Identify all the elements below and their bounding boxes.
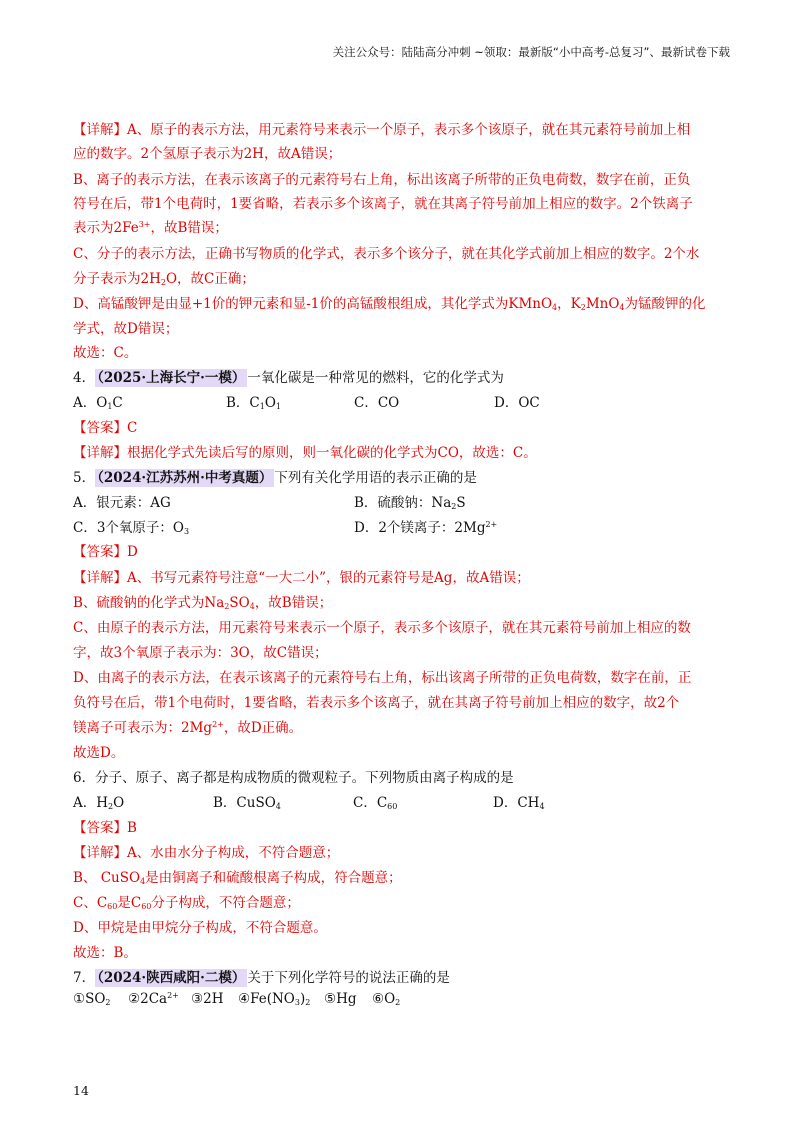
q7-symbol-6: $⑥O_2$ <box>372 991 401 1007</box>
q6-explain-line-2: B、 CuSO$_4$是由铜离子和硫酸根离子构成，符合题意； <box>73 870 402 886</box>
q5-options-row-1 <box>73 491 733 511</box>
q7-source-tag: （2024·陕西咸阳·二模） <box>97 970 246 986</box>
q7-symbols <box>73 991 733 1011</box>
q3-explain-line-8: D、高锰酸钾是由显+1价的钾元素和显-1价的高锰酸根组成，其化学式为KMnO$_4$，$K_2MnO_4$为锰酸钾的化 <box>73 296 706 312</box>
q4-answer: 【答案】C <box>73 420 138 436</box>
q6-explain-line-1: 【详解】A、水由水分子构成，不符合题意； <box>73 845 340 861</box>
q6-explain-line-3: C、$C_{60}$是$C_{60}$分子构成，不符合题意； <box>73 895 300 911</box>
q5-option-d: D．2个镁离子：$2Mg^{2+}$ <box>354 520 498 536</box>
q5-explain-line-4: 字，故3个氧原子表示为：3O，故C错误； <box>73 645 328 661</box>
q5-explain-line-7: 镁离子可表示为：$2Mg^{2+}$，故D正确。 <box>73 720 303 736</box>
q6-explain-line-5: 故选：B。 <box>73 945 137 961</box>
q6-option-b: B．CuSO$_4$ <box>213 795 281 811</box>
q7-symbol-3: ③2H <box>191 991 224 1007</box>
q4-option-d: D．OC <box>494 395 540 411</box>
q5-explain-line-5: D、由离子的表示方法，在表示该离子的元素符号右上角，标出该离子所带的正负电荷数，数字在前，正 <box>73 670 692 686</box>
q6-options <box>73 791 733 811</box>
q3-explain-line-4: 符号在后，带1个电荷时，1要省略，若表示多个该离子，就在其离子符号前加上相应的数字。2个铁离子 <box>73 196 693 212</box>
q3-explain-line-7: 分子表示为$2H_2O$，故C正确； <box>73 271 255 287</box>
q5-option-a: A．银元素：AG <box>73 495 171 511</box>
q4-option-a: A．$O_1C$ <box>73 395 123 411</box>
q3-explain-line-1: 【详解】A、原子的表示方法，用元素符号来表示一个原子，表示多个该原子，就在其元素符号前加上相 <box>73 122 691 138</box>
q4-options <box>73 391 733 411</box>
q4-option-c: C．CO <box>354 395 400 411</box>
q6-option-d: D．$CH_4$ <box>493 795 545 811</box>
q6-explain-line-4: D、甲烷是由甲烷分子构成，不符合题意。 <box>73 920 327 936</box>
q5-answer: 【答案】D <box>73 544 138 560</box>
q7-symbol-5: ⑤Hg <box>324 991 357 1007</box>
q3-explain-line-3: B、离子的表示方法，在表示该离子的元素符号右上角，标出该离子所带的正负电荷数，数字在前，正负 <box>73 172 691 188</box>
q5-explain-line-8: 故选D。 <box>73 745 125 761</box>
q7-symbol-4: $④Fe(NO_3)_2$ <box>238 991 311 1007</box>
q3-explain-line-9: 学式，故D错误； <box>73 321 179 337</box>
q5-stem: 5． （2024·江苏苏州·中考真题） 下列有关化学用语的表示正确的是 <box>73 470 477 486</box>
q5-source-tag: （2024·江苏苏州·中考真题） <box>97 470 273 486</box>
q4-stem: 4． （2025·上海长宁·一模） 一氧化碳是一种常见的燃料，它的化学式为 <box>73 370 504 386</box>
q6-answer: 【答案】B <box>73 820 137 836</box>
page-number: 14 <box>73 1083 89 1098</box>
q7-symbol-1: $①SO_2$ <box>73 991 111 1007</box>
page-header: 关注公众号：陆陆高分冲刺 ~领取：最新版“小中高考-总复习”、最新试卷下载 <box>332 45 730 59</box>
q3-explain-line-5: 表示为$2Fe^{3+}$，故B错误； <box>73 220 228 236</box>
q5-explain-line-6: 负符号在后，带1个电荷时，1要省略，若表示多个该离子，就在其离子符号前加上相应的数字，故2个 <box>73 695 680 711</box>
q5-options-row-2 <box>73 516 733 536</box>
q6-option-a: A．$H_2O$ <box>73 795 125 811</box>
q4-option-b: B．$C_1O_1$ <box>226 395 282 411</box>
q5-option-c: C．3个氧原子：$O_3$ <box>73 520 190 536</box>
q6-option-c: C．$C_{60}$ <box>353 795 398 811</box>
q3-explain-line-2: 应的数字。2个氢原子表示为2H，故A错误； <box>73 146 342 162</box>
q7-stem: 7． （2024·陕西咸阳·二模） 关于下列化学符号的说法正确的是 <box>73 970 450 986</box>
q5-explain-line-2: B、硫酸钠的化学式为$Na_2SO_4$，故B错误； <box>73 595 333 611</box>
q4-explain: 【详解】根据化学式先读后写的原则，则一氧化碳的化学式为CO，故选：C。 <box>73 445 537 461</box>
q3-explain-line-10: 故选：C。 <box>73 345 138 361</box>
q5-explain-line-1: 【详解】A、书写元素符号注意“一大二小”，银的元素符号是Ag，故A错误； <box>73 570 530 586</box>
q7-symbol-2: $②2Ca^{2+}$ <box>128 991 179 1007</box>
q6-stem: 6．分子、原子、离子都是构成物质的微观粒子。下列物质由离子构成的是 <box>73 770 514 786</box>
q4-source-tag: （2025·上海长宁·一模） <box>97 370 246 386</box>
q3-explain-line-6: C、分子的表示方法，正确书写物质的化学式，表示多个该分子，就在其化学式前加上相应的数字。2个水 <box>73 246 700 262</box>
q5-explain-line-3: C、由原子的表示方法，用元素符号来表示一个原子，表示多个该原子，就在其元素符号前加上相应的数 <box>73 620 691 636</box>
q5-option-b: B．硫酸钠：$Na_2S$ <box>354 495 466 511</box>
